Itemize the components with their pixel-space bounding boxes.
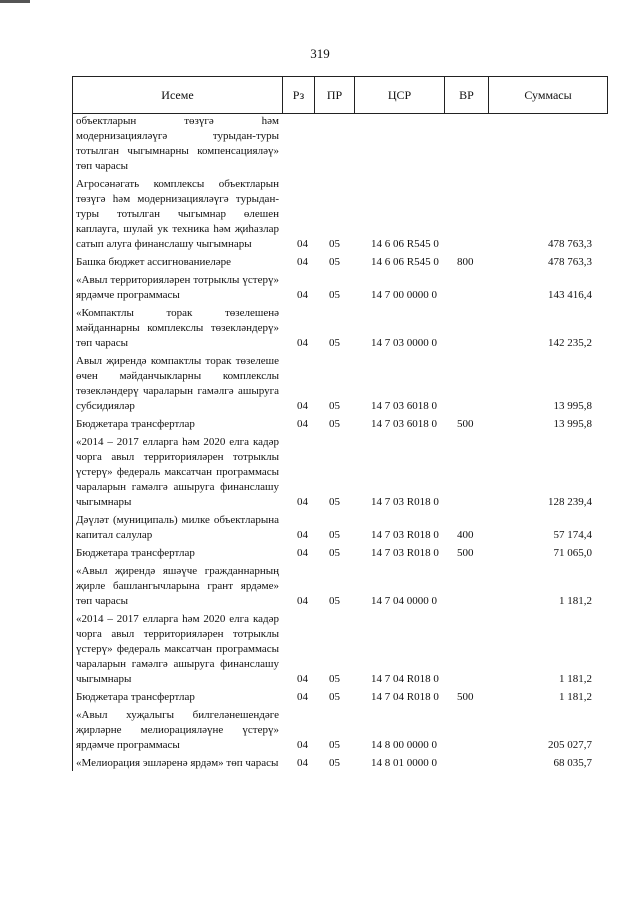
table-row — [72, 435, 608, 510]
cell-pr: 05 — [329, 595, 340, 607]
corner-mark — [0, 0, 30, 3]
cell-pr: 05 — [329, 418, 340, 430]
cell-vr: 500 — [457, 547, 474, 559]
table-row — [72, 756, 608, 771]
cell-pr: 05 — [329, 400, 340, 412]
cell-sum: 143 416,4 — [548, 289, 592, 301]
cell-rz: 04 — [297, 739, 308, 751]
cell-csr: 14 7 00 0000 0 — [371, 289, 437, 301]
cell-sum: 68 035,7 — [553, 757, 592, 769]
header-sum: Суммасы — [489, 77, 608, 113]
cell-csr: 14 7 03 R018 0 — [371, 496, 439, 508]
table-row — [72, 177, 608, 252]
cell-pr: 05 — [329, 529, 340, 541]
page-number: 319 — [310, 46, 330, 61]
cell-sum: 1 181,2 — [559, 691, 592, 703]
table-row — [72, 273, 608, 303]
cell-rz: 04 — [297, 595, 308, 607]
cell-name: Агросәнәгать комплексы объектларын төзүгә һәм модернизацияләүгә турыдан-туры тотылган чыгымнар өлешен каплауга, шулай ук техника һәм җиһазлар сатып алуга финанслашу чыгымнары — [76, 178, 279, 250]
cell-sum: 478 763,3 — [548, 256, 592, 268]
cell-name: «Авыл хуҗалыгы билгеләнешендәге җирләрне мелиорацияләүне үстерү» ярдәмче программасы — [76, 709, 279, 751]
table-row — [72, 417, 608, 432]
cell-rz: 04 — [297, 673, 308, 685]
budget-table — [72, 76, 608, 771]
cell-name: Бюджетара трансфертлар — [76, 547, 195, 559]
table-row — [72, 564, 608, 609]
cell-sum: 128 239,4 — [548, 496, 592, 508]
cell-rz: 04 — [297, 337, 308, 349]
cell-sum: 13 995,8 — [553, 418, 592, 430]
cell-csr: 14 6 06 R545 0 — [371, 256, 439, 268]
header-csr: ЦСР — [355, 77, 445, 113]
header-vr: ВР — [445, 77, 489, 113]
table-body — [72, 114, 608, 771]
header-name: Исеме — [72, 77, 283, 113]
table-row — [72, 690, 608, 705]
table-row — [72, 354, 608, 414]
cell-rz: 04 — [297, 757, 308, 769]
table-header — [72, 76, 608, 114]
table-row — [72, 306, 608, 351]
cell-name: «Мелиорация эшләренә ярдәм» төп чарасы — [76, 757, 279, 769]
cell-pr: 05 — [329, 289, 340, 301]
cell-rz: 04 — [297, 691, 308, 703]
cell-csr: 14 7 04 R018 0 — [371, 673, 439, 685]
cell-sum: 71 065,0 — [553, 547, 592, 559]
table-row — [72, 114, 608, 174]
cell-name: «2014 – 2017 елларга һәм 2020 елга кадәр чорга авыл территорияләрен тотрыклы үстерү» федераль максатчан программасы чараларын гамәлгә ашыруга финанслашу чыгымнары — [76, 613, 279, 685]
cell-sum: 57 174,4 — [553, 529, 592, 541]
cell-csr: 14 8 01 0000 0 — [371, 757, 437, 769]
cell-rz: 04 — [297, 289, 308, 301]
cell-pr: 05 — [329, 757, 340, 769]
cell-name: Бюджетара трансфертлар — [76, 418, 195, 430]
cell-csr: 14 7 03 R018 0 — [371, 547, 439, 559]
cell-pr: 05 — [329, 256, 340, 268]
cell-csr: 14 7 03 6018 0 — [371, 400, 437, 412]
cell-name: объектларын төзүгә һәм модернизацияләүгә турыдан-туры тотылган чыгымнарны компенсацияләү» төп чарасы — [76, 115, 279, 172]
cell-csr: 14 7 03 0000 0 — [371, 337, 437, 349]
cell-sum: 1 181,2 — [559, 595, 592, 607]
cell-sum: 13 995,8 — [553, 400, 592, 412]
cell-vr: 800 — [457, 256, 474, 268]
cell-csr: 14 7 04 R018 0 — [371, 691, 439, 703]
cell-vr: 500 — [457, 418, 474, 430]
cell-pr: 05 — [329, 496, 340, 508]
cell-sum: 142 235,2 — [548, 337, 592, 349]
cell-sum: 478 763,3 — [548, 238, 592, 250]
table-row — [72, 546, 608, 561]
cell-csr: 14 7 04 0000 0 — [371, 595, 437, 607]
cell-vr: 500 — [457, 691, 474, 703]
cell-pr: 05 — [329, 238, 340, 250]
cell-pr: 05 — [329, 547, 340, 559]
cell-sum: 1 181,2 — [559, 673, 592, 685]
cell-name: Башка бюджет ассигнованиеләре — [76, 256, 231, 268]
table-row — [72, 612, 608, 687]
header-pr: ПР — [315, 77, 355, 113]
cell-name: «Авыл территорияләрен тотрыклы үстерү» ярдәмче программасы — [76, 274, 279, 301]
table-row — [72, 708, 608, 753]
cell-pr: 05 — [329, 739, 340, 751]
cell-rz: 04 — [297, 256, 308, 268]
cell-name: «Компактлы торак төзелешенә мәйданнарны комплекслы төзекләндерү» төп чарасы — [76, 307, 279, 349]
cell-csr: 14 8 00 0000 0 — [371, 739, 437, 751]
cell-csr: 14 7 03 R018 0 — [371, 529, 439, 541]
cell-name: Дәүләт (муниципаль) милке объектларына капитал салулар — [76, 514, 279, 541]
cell-csr: 14 6 06 R545 0 — [371, 238, 439, 250]
table-row — [72, 513, 608, 543]
cell-rz: 04 — [297, 238, 308, 250]
cell-rz: 04 — [297, 496, 308, 508]
cell-pr: 05 — [329, 691, 340, 703]
cell-rz: 04 — [297, 547, 308, 559]
cell-rz: 04 — [297, 400, 308, 412]
cell-name: Авыл җирендә компактлы торак төзелеше өчен мәйданчыкларны комплекслы төзекләндерү чараларын гамәлгә ашыруга субсидияләр — [76, 355, 279, 412]
header-rz: Рз — [283, 77, 315, 113]
cell-sum: 205 027,7 — [548, 739, 592, 751]
cell-vr: 400 — [457, 529, 474, 541]
cell-name: «2014 – 2017 елларга һәм 2020 елга кадәр чорга авыл территорияләрен тотрыклы үстерү» федераль максатчан программасы чараларын гамәлгә ашыруга финанслашу чыгымнары — [76, 436, 279, 508]
cell-rz: 04 — [297, 529, 308, 541]
cell-name: Бюджетара трансфертлар — [76, 691, 195, 703]
cell-name: «Авыл җирендә яшәүче гражданнарның җирле башлангычларына грант ярдәме» төп чарасы — [76, 565, 279, 607]
table-row — [72, 255, 608, 270]
cell-rz: 04 — [297, 418, 308, 430]
cell-pr: 05 — [329, 337, 340, 349]
cell-csr: 14 7 03 6018 0 — [371, 418, 437, 430]
cell-pr: 05 — [329, 673, 340, 685]
